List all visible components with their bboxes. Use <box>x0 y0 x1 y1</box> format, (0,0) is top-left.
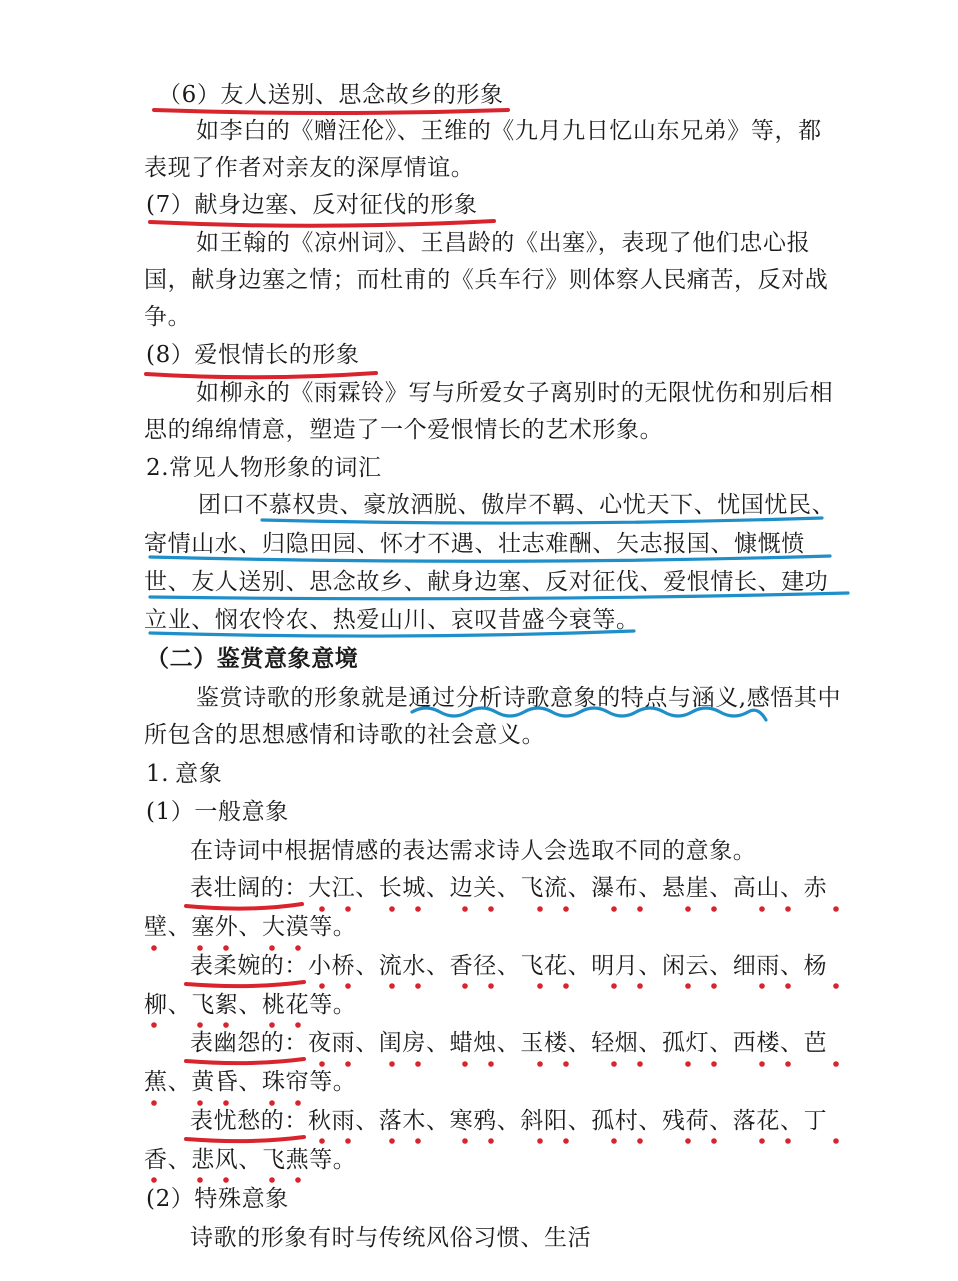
emphasis-dot <box>462 983 468 989</box>
group-items: 夜雨、闺房、蜡烛、玉楼、轻烟、孤灯、西楼、芭 <box>308 1030 828 1056</box>
group-label: 表壮阔的： <box>190 875 308 901</box>
paragraph-line: 如柳永的《雨霖铃》写与所爱女子离别时的无限忧伤和别后相 <box>196 380 834 406</box>
emphasis-dot <box>345 906 351 912</box>
emphasis-dot <box>833 983 839 989</box>
emphasis-dot <box>269 1022 275 1028</box>
emphasis-dot <box>611 1138 617 1144</box>
emphasis-dot <box>785 906 791 912</box>
emphasis-dot <box>415 1061 421 1067</box>
imagery-group-cont: 柳、飞絮、桃花等。 <box>144 992 357 1018</box>
section-heading: （二）鉴赏意象意境 <box>146 645 359 672</box>
red-underline <box>186 1059 304 1063</box>
emphasis-dot <box>197 1100 203 1106</box>
heading-6: （6）友人送别、思念故乡的形象 <box>158 82 504 108</box>
emphasis-dot <box>415 906 421 912</box>
imagery-group-line <box>190 951 827 981</box>
vocab-heading: 2.常见人物形象的词汇 <box>146 455 382 481</box>
emphasis-dot <box>345 1061 351 1067</box>
emphasis-dot <box>537 1061 543 1067</box>
emphasis-dot <box>563 983 569 989</box>
emphasis-dot <box>151 1177 157 1183</box>
emphasis-dot <box>319 906 325 912</box>
imagery-group-cont: 香、悲风、飞燕等。 <box>144 1147 357 1173</box>
emphasis-dot <box>488 906 494 912</box>
group-items: 大江、长城、边关、飞流、瀑布、悬崖、高山、赤 <box>308 875 828 901</box>
emphasis-dot <box>462 906 468 912</box>
paragraph-line: 表现了作者对亲友的深厚情谊。 <box>144 155 475 181</box>
emphasis-dot <box>223 945 229 951</box>
group-label: 表柔婉的： <box>190 953 308 979</box>
group-label: 表忧愁的： <box>190 1108 308 1134</box>
emphasis-dot <box>785 983 791 989</box>
emphasis-dot <box>537 906 543 912</box>
red-underline <box>146 373 376 377</box>
emphasis-dot <box>833 906 839 912</box>
emphasis-dot <box>685 1061 691 1067</box>
emphasis-dot <box>537 983 543 989</box>
paragraph-line: 诗歌的形象有时与传统风俗习惯、生活 <box>190 1225 592 1251</box>
emphasis-dot <box>711 1061 717 1067</box>
emphasis-dot <box>685 1138 691 1144</box>
paragraph-line: 鉴赏诗歌的形象就是通过分析诗歌意象的特点与涵义,感悟其中 <box>196 685 842 711</box>
emphasis-dot <box>389 906 395 912</box>
emphasis-dot <box>462 1138 468 1144</box>
emphasis-dot <box>711 983 717 989</box>
paragraph-line: 所包含的思想感情和诗歌的社会意义。 <box>144 722 546 748</box>
red-underline <box>186 982 304 986</box>
imagery-group-line <box>190 1028 827 1058</box>
red-underline <box>154 110 508 113</box>
emphasis-dot <box>295 1177 301 1183</box>
emphasis-dot <box>223 1100 229 1106</box>
paragraph-line: 争。 <box>144 304 192 330</box>
paragraph-line: 如王翰的《凉州词》、王昌龄的《出塞》，表现了他们忠心报 <box>196 230 811 256</box>
imagery-heading <box>146 759 222 789</box>
group-items: 秋雨、落木、寒鸦、斜阳、孤村、残荷、落花、丁 <box>308 1108 828 1134</box>
group-label: 表幽怨的： <box>190 1030 308 1056</box>
emphasis-dot <box>833 1138 839 1144</box>
emphasis-dot <box>563 1061 569 1067</box>
emphasis-dot <box>389 1061 395 1067</box>
emphasis-dot <box>685 906 691 912</box>
imagery-group-line <box>190 1106 827 1136</box>
emphasis-dot <box>462 1061 468 1067</box>
imagery-group-cont: 壁、塞外、大漠等。 <box>144 914 357 940</box>
emphasis-dot <box>611 983 617 989</box>
emphasis-dot <box>197 945 203 951</box>
emphasis-dot <box>223 1022 229 1028</box>
emphasis-dot <box>711 1138 717 1144</box>
heading-7: (7）献身边塞、反对征伐的形象 <box>146 192 478 218</box>
emphasis-dot <box>685 983 691 989</box>
emphasis-dot <box>389 983 395 989</box>
vocab-line: 立业、悯农怜农、热爱山川、哀叹昔盛今衰等。 <box>144 607 640 633</box>
emphasis-dot <box>295 945 301 951</box>
emphasis-dot <box>415 983 421 989</box>
emphasis-dot <box>759 1061 765 1067</box>
vocab-line: 团口不慕权贵、豪放洒脱、傲岸不羁、心忧天下、忧国忧民、 <box>198 492 836 518</box>
emphasis-dot <box>197 1177 203 1183</box>
emphasis-dot <box>151 1100 157 1106</box>
red-underline <box>150 221 494 226</box>
emphasis-dot <box>295 1100 301 1106</box>
emphasis-dot <box>223 1177 229 1183</box>
emphasis-dot <box>269 1177 275 1183</box>
emphasis-dot <box>759 983 765 989</box>
imagery-heading-text: 意象 <box>175 761 223 787</box>
vocab-line: 世、友人送别、思念故乡、献身边塞、反对征伐、爱恨情长、建功 <box>144 569 829 595</box>
paragraph-line: 思的绵绵情意，塑造了一个爱恨情长的艺术形象。 <box>144 417 664 443</box>
heading-8: (8）爱恨情长的形象 <box>146 342 360 368</box>
emphasis-dot <box>269 1100 275 1106</box>
emphasis-dot <box>345 1138 351 1144</box>
emphasis-dot <box>537 1138 543 1144</box>
paragraph-line: 如李白的《赠汪伦》、王维的《九月九日忆山东兄弟》等，都 <box>196 118 822 144</box>
emphasis-dot <box>269 945 275 951</box>
emphasis-dot <box>389 1138 395 1144</box>
emphasis-dot <box>319 1138 325 1144</box>
imagery-group-cont: 蕉、黄昏、珠帘等。 <box>144 1069 357 1095</box>
emphasis-dot <box>319 983 325 989</box>
emphasis-dot <box>711 906 717 912</box>
paragraph-line: 在诗词中根据情感的表达需求诗人会选取不同的意象。 <box>190 838 757 864</box>
group-items: 小桥、流水、香径、飞花、明月、闲云、细雨、杨 <box>308 953 828 979</box>
emphasis-dot <box>785 1061 791 1067</box>
emphasis-dot <box>415 1138 421 1144</box>
emphasis-dot <box>563 906 569 912</box>
emphasis-dot <box>488 983 494 989</box>
emphasis-dot <box>151 945 157 951</box>
emphasis-dot <box>637 1138 643 1144</box>
emphasis-dot <box>785 1138 791 1144</box>
vocab-line: 寄情山水、归隐田园、怀才不遇、壮志难酬、矢志报国、慷慨愤 <box>144 531 805 557</box>
emphasis-dot <box>759 906 765 912</box>
emphasis-dot <box>197 1022 203 1028</box>
emphasis-dot <box>345 983 351 989</box>
emphasis-dot <box>488 1061 494 1067</box>
imagery-number: 1. <box>146 761 170 787</box>
imagery-group-line <box>190 873 827 903</box>
special-imagery-heading: (2）特殊意象 <box>146 1186 289 1212</box>
emphasis-dot <box>488 1138 494 1144</box>
emphasis-dot <box>319 1061 325 1067</box>
emphasis-dot <box>759 1138 765 1144</box>
emphasis-dot <box>833 1061 839 1067</box>
emphasis-dot <box>637 1061 643 1067</box>
red-underline <box>186 904 302 909</box>
red-underline <box>186 1137 304 1141</box>
emphasis-dot <box>563 1138 569 1144</box>
emphasis-dot <box>637 906 643 912</box>
emphasis-dot <box>151 1022 157 1028</box>
emphasis-dot <box>295 1022 301 1028</box>
paragraph-line: 国，献身边塞之情；而杜甫的《兵车行》则体察人民痛苦，反对战 <box>144 267 829 293</box>
emphasis-dot <box>637 983 643 989</box>
emphasis-dot <box>611 1061 617 1067</box>
emphasis-dot <box>611 906 617 912</box>
general-imagery-heading: (1）一般意象 <box>146 799 289 825</box>
